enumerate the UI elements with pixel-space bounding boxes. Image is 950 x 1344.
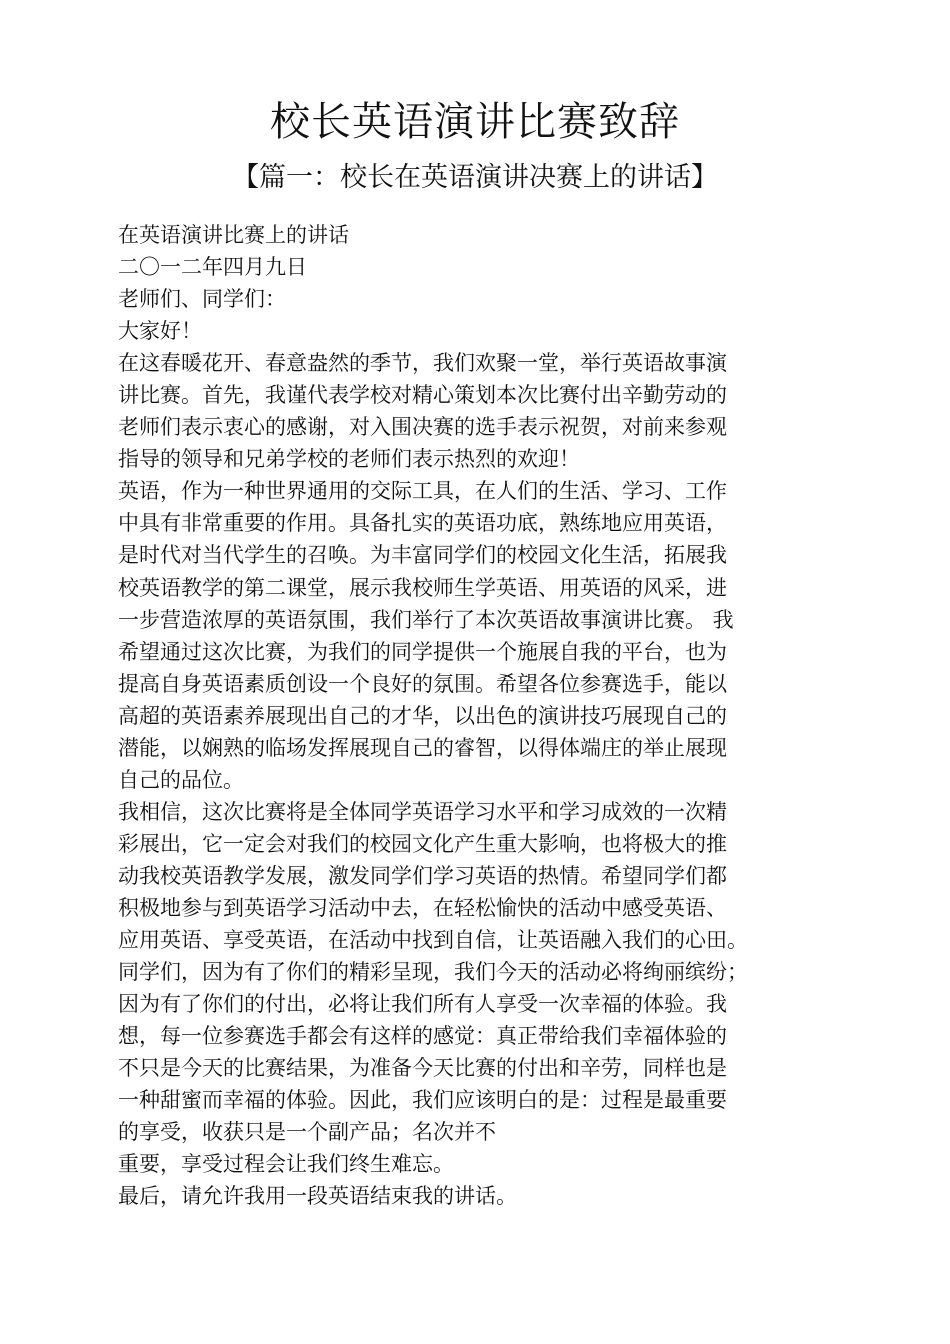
document-title: 校长英语演讲比赛致辞 <box>270 99 680 145</box>
text-line: 应用英语、享受英语，在活动中找到自信，让英语融入我们的心田。 <box>118 928 748 953</box>
text-line: 是时代对当代学生的召唤。为丰富同学们的校园文化生活，拓展我 <box>118 543 727 568</box>
text-line: 提高自身英语素质创设一个良好的氛围。希望各位参赛选手，能以 <box>118 671 727 696</box>
text-line: 高超的英语素养展现出自己的才华，以出色的演讲技巧展现自己的 <box>118 703 727 728</box>
text-line: 在这春暖花开、春意盎然的季节，我们欢聚一堂，举行英语故事演 <box>118 351 727 376</box>
text-line: 一步营造浓厚的英语氛围，我们举行了本次英语故事演讲比赛。 我 <box>118 607 734 632</box>
text-line: 一种甜蜜而幸福的体验。因此，我们应该明白的是：过程是最重要 <box>118 1088 727 1113</box>
text-line: 不只是今天的比赛结果，为准备今天比赛的付出和辛劳，同样也是 <box>118 1056 727 1081</box>
text-line: 讲比赛。首先，我谨代表学校对精心策划本次比赛付出辛勤劳动的 <box>118 383 727 408</box>
text-line: 重要，享受过程会让我们终生难忘。 <box>118 1152 454 1177</box>
text-line: 我相信，这次比赛将是全体同学英语学习水平和学习成效的一次精 <box>118 799 727 824</box>
text-line: 同学们，因为有了你们的精彩呈现，我们今天的活动必将绚丽缤纷； <box>118 960 748 985</box>
text-line: 大家好！ <box>118 319 202 344</box>
text-line: 的享受，收获只是一个副产品；名次并不 <box>118 1120 496 1145</box>
text-line: 校英语教学的第二课堂，展示我校师生学英语、用英语的风采，进 <box>118 575 727 600</box>
text-line: 积极地参与到英语学习活动中去，在轻松愉快的活动中感受英语、 <box>118 895 727 920</box>
text-line: 在英语演讲比赛上的讲话 <box>118 223 349 247</box>
text-line: 想，每一位参赛选手都会有这样的感觉：真正带给我们幸福体验的 <box>118 1024 727 1049</box>
text-line: 中具有非常重要的作用。具备扎实的英语功底，熟练地应用英语， <box>118 511 727 536</box>
text-line: 英语，作为一种世界通用的交际工具，在人们的生活、学习、工作 <box>118 479 727 504</box>
text-line: 因为有了你们的付出，必将让我们所有人享受一次幸福的体验。我 <box>118 992 727 1017</box>
text-line: 希望通过这次比赛，为我们的同学提供一个施展自我的平台，也为 <box>118 639 727 664</box>
document-subtitle: 【篇一：校长在英语演讲决赛上的讲话】 <box>232 162 718 193</box>
speech-body <box>118 219 858 1212</box>
text-line: 老师们、同学们： <box>118 287 286 312</box>
text-line: 二〇一二年四月九日 <box>118 255 307 280</box>
text-line: 指导的领导和兄弟学校的老师们表示热烈的欢迎！ <box>118 447 580 472</box>
text-line: 老师们表示衷心的感谢，对入围决赛的选手表示祝贺，对前来参观 <box>118 415 727 440</box>
text-line: 动我校英语教学发展，激发同学们学习英语的热情。希望同学们都 <box>118 863 727 888</box>
text-line: 彩展出，它一定会对我们的校园文化产生重大影响，也将极大的推 <box>118 831 727 856</box>
text-line: 自己的品位。 <box>118 767 244 792</box>
text-line: 最后，请允许我用一段英语结束我的讲话。 <box>118 1184 517 1209</box>
text-line: 潜能，以娴熟的临场发挥展现自己的睿智，以得体端庄的举止展现 <box>118 735 727 760</box>
